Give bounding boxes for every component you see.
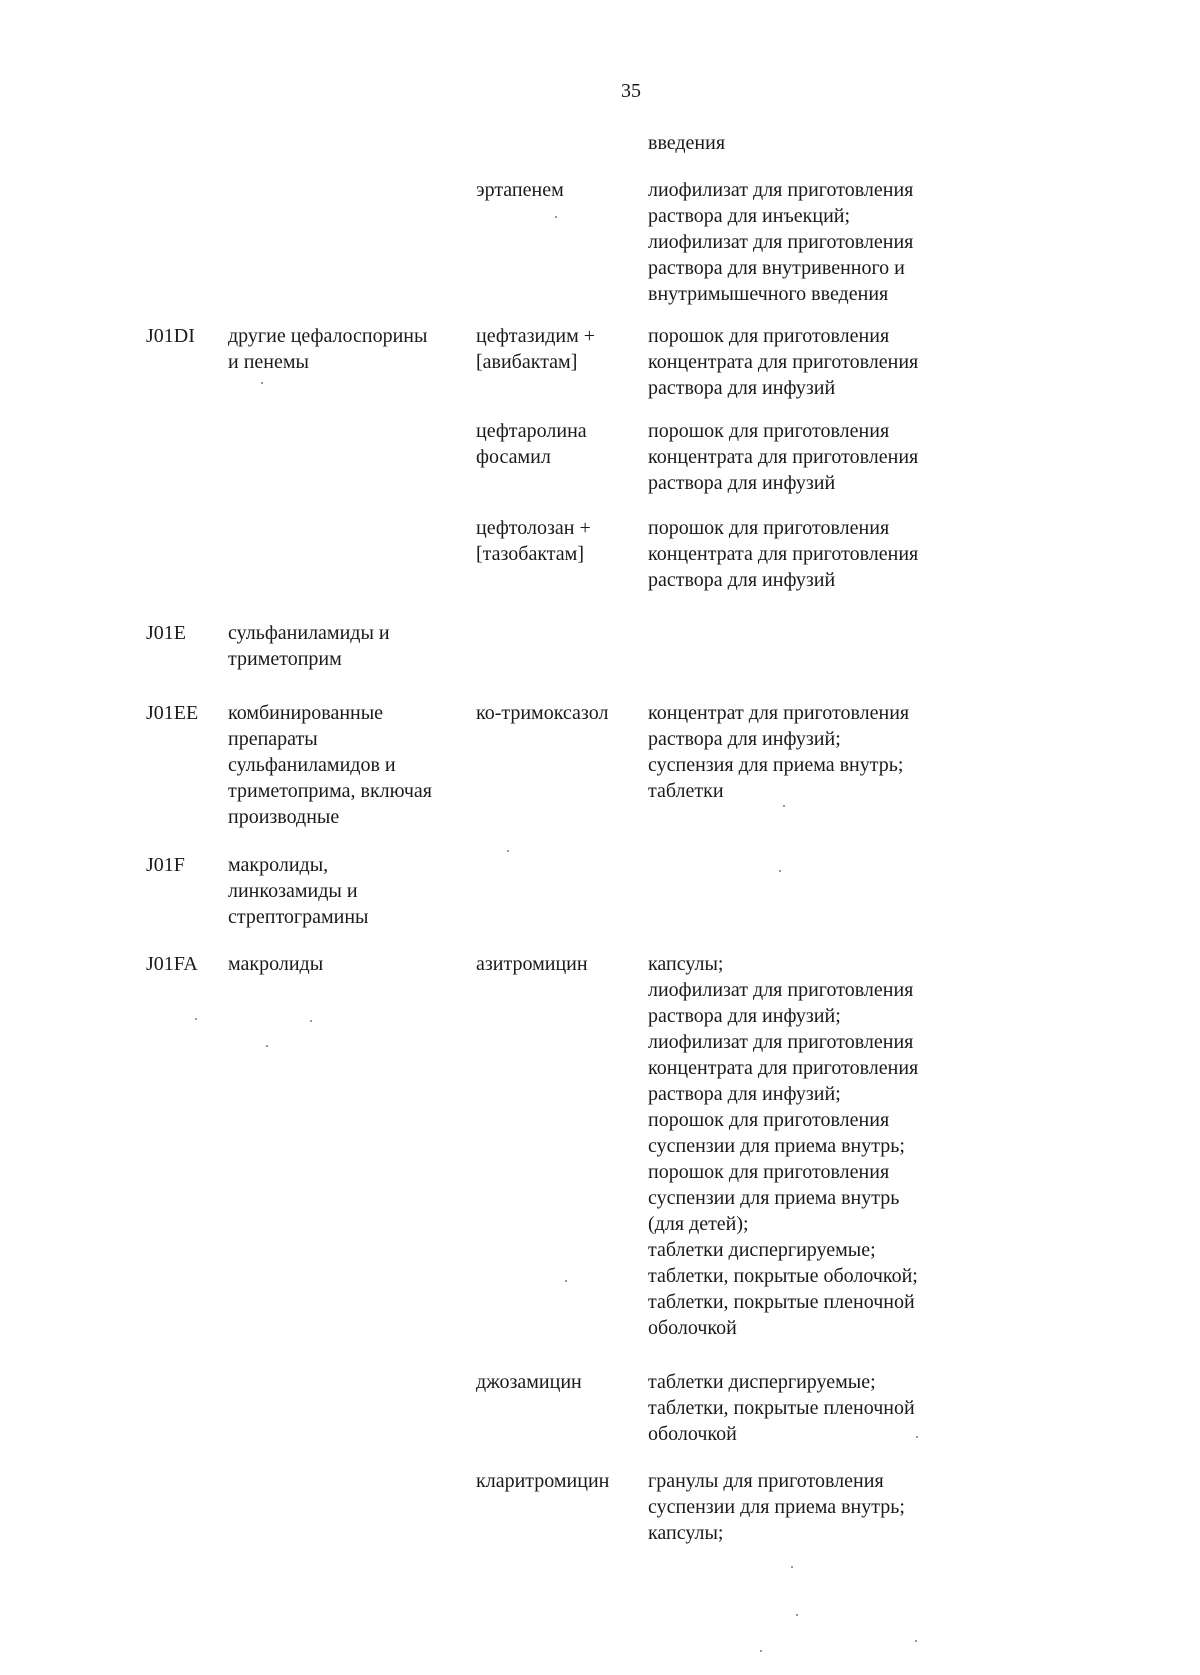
atc-code: J01DI (146, 325, 195, 347)
pharmacological-group: макролиды, линкозамиды и стрептограмины (228, 854, 369, 928)
drug-name: цефтазидим + [авибактам] (476, 325, 596, 373)
scan-speck (779, 870, 781, 872)
drug-name: кларитромицин (476, 1470, 610, 1492)
drug-name: ко-тримоксазол (476, 702, 609, 724)
atc-code: J01FA (146, 953, 198, 975)
scan-speck (507, 850, 509, 852)
dosage-forms: порошок для приготовления концентрата для приготовления раствора для инфузий (648, 325, 919, 399)
dosage-forms: лиофилизат для приготовления раствора для инъекций; лиофилизат для приготовления раствора для внутривенного и внутримышечного введения (648, 179, 914, 305)
pharmacological-group: другие цефалоспорины и пенемы (228, 325, 428, 373)
dosage-forms: капсулы; лиофилизат для приготовления раствора для инфузий; лиофилизат для приготовления концентрата для приготовления раствора для инфузий; порошок для приготовления суспензии для приема внутрь; порошок для приготовления суспензии для приема внутрь (для детей); таблетки диспергируемые; таблетки, покрытые оболочкой; таблетки, покрытые пленочной оболочкой (648, 953, 919, 1339)
drug-name: джозамицин (476, 1371, 582, 1393)
scan-speck (195, 1018, 197, 1020)
pharmacological-group: сульфаниламиды и триметоприм (228, 622, 390, 670)
pharmacological-group: комбинированные препараты сульфаниламидов и триметоприма, включая производные (228, 702, 432, 828)
scan-speck (555, 216, 557, 218)
pharmacological-group: макролиды (228, 953, 324, 975)
scan-speck (266, 1045, 268, 1047)
scan-speck (783, 805, 785, 807)
continued-dosage-form-text: введения (648, 132, 726, 154)
dosage-forms: порошок для приготовления концентрата для приготовления раствора для инфузий (648, 517, 919, 591)
scan-speck (791, 1566, 793, 1568)
scan-speck (261, 382, 263, 384)
atc-code: J01E (146, 622, 186, 644)
drug-name: цефтолозан + [тазобактам] (476, 517, 591, 565)
drug-name: цефтаролина фосамил (476, 420, 587, 468)
dosage-forms: порошок для приготовления концентрата для приготовления раствора для инфузий (648, 420, 919, 494)
scan-speck (915, 1640, 917, 1642)
page-number: 35 (621, 80, 641, 102)
scan-speck (916, 1436, 918, 1438)
scan-speck (760, 1650, 762, 1652)
scan-speck (565, 1280, 567, 1282)
drug-name: азитромицин (476, 953, 588, 975)
drug-name: эртапенем (476, 179, 564, 201)
atc-code: J01F (146, 854, 185, 876)
dosage-forms: гранулы для приготовления суспензии для приема внутрь; капсулы; (648, 1470, 905, 1544)
dosage-forms: концентрат для приготовления раствора для инфузий; суспензия для приема внутрь; таблетки (648, 702, 910, 802)
scan-speck (310, 1020, 312, 1022)
dosage-forms: таблетки диспергируемые; таблетки, покрытые пленочной оболочкой (648, 1371, 915, 1445)
atc-code: J01EE (146, 702, 199, 724)
scan-speck (796, 1614, 798, 1616)
